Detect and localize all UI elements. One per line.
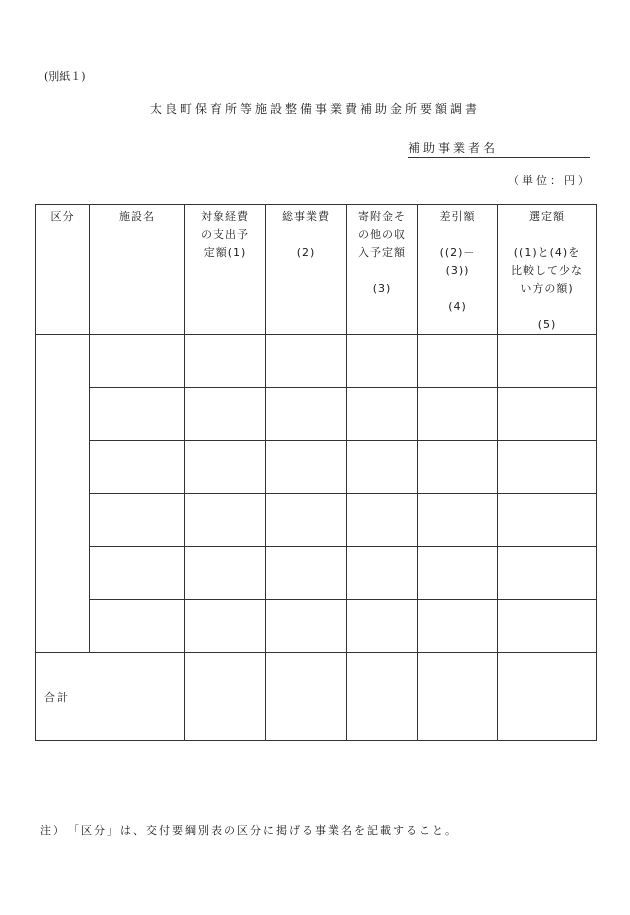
table-cell[interactable] (185, 388, 266, 441)
table-cell[interactable] (90, 547, 185, 600)
table-cell[interactable] (498, 335, 597, 388)
attachment-label: (別紙１) (44, 70, 86, 83)
total-cell[interactable] (498, 653, 597, 741)
table-cell[interactable] (266, 388, 347, 441)
table-cell[interactable] (266, 600, 347, 653)
table-cell[interactable] (418, 547, 498, 600)
total-row (36, 653, 597, 741)
table-row (36, 494, 597, 547)
table-cell[interactable] (498, 494, 597, 547)
table-cell[interactable] (418, 494, 498, 547)
header-difference: 差引額 ((2)－ (3)) (4) (418, 205, 498, 335)
table-row (36, 335, 597, 388)
header-total-cost: 総事業費 (2) (266, 205, 347, 335)
table-cell[interactable] (90, 441, 185, 494)
kubun-cell[interactable] (36, 335, 90, 653)
footnote: 注） 「区分」は、交付要綱別表の区分に掲げる事業名を記載すること。 (40, 824, 458, 837)
total-cell[interactable] (418, 653, 498, 741)
header-facility-name: 施設名 (90, 205, 185, 335)
header-target-expense: 対象経費 の支出予 定額(1) (185, 205, 266, 335)
table-cell[interactable] (90, 388, 185, 441)
table-cell[interactable] (418, 388, 498, 441)
table-cell[interactable] (90, 600, 185, 653)
document-title: 太良町保育所等施設整備事業費補助金所要額調書 (149, 102, 480, 116)
total-cell[interactable] (347, 653, 418, 741)
applicant-name-field[interactable] (408, 139, 590, 158)
table-cell[interactable] (185, 441, 266, 494)
table-cell[interactable] (266, 441, 347, 494)
table-cell[interactable] (266, 494, 347, 547)
table-cell[interactable] (418, 441, 498, 494)
table-cell[interactable] (347, 388, 418, 441)
table-cell[interactable] (418, 600, 498, 653)
table-cell[interactable] (347, 494, 418, 547)
table-cell[interactable] (185, 547, 266, 600)
table-cell[interactable] (347, 600, 418, 653)
table-cell[interactable] (90, 494, 185, 547)
table-cell[interactable] (498, 547, 597, 600)
table-cell[interactable] (347, 441, 418, 494)
table-row (36, 388, 597, 441)
table-cell[interactable] (498, 441, 597, 494)
amount-table (35, 204, 597, 741)
table-cell[interactable] (498, 600, 597, 653)
table-cell[interactable] (185, 600, 266, 653)
table-cell[interactable] (498, 388, 597, 441)
total-cell[interactable] (266, 653, 347, 741)
table-cell[interactable] (90, 335, 185, 388)
table-cell[interactable] (418, 335, 498, 388)
header-row (36, 205, 597, 335)
table-cell[interactable] (347, 335, 418, 388)
total-label: 合計 (36, 653, 185, 741)
total-cell[interactable] (185, 653, 266, 741)
table-cell[interactable] (266, 547, 347, 600)
table-cell[interactable] (347, 547, 418, 600)
table-cell[interactable] (266, 335, 347, 388)
table-row (36, 441, 597, 494)
applicant-label: 補助事業者名 (408, 141, 499, 155)
table-row (36, 547, 597, 600)
table-cell[interactable] (185, 494, 266, 547)
unit-label: （単位：円） (508, 174, 592, 187)
table-cell[interactable] (185, 335, 266, 388)
table-row (36, 600, 597, 653)
header-donation-income: 寄附金そ の他の収 入予定額 (3) (347, 205, 418, 335)
header-kubun: 区分 (36, 205, 90, 335)
header-selected-amount: 選定額 ((1)と(4)を 比較して少な い方の額) (5) (498, 205, 597, 335)
